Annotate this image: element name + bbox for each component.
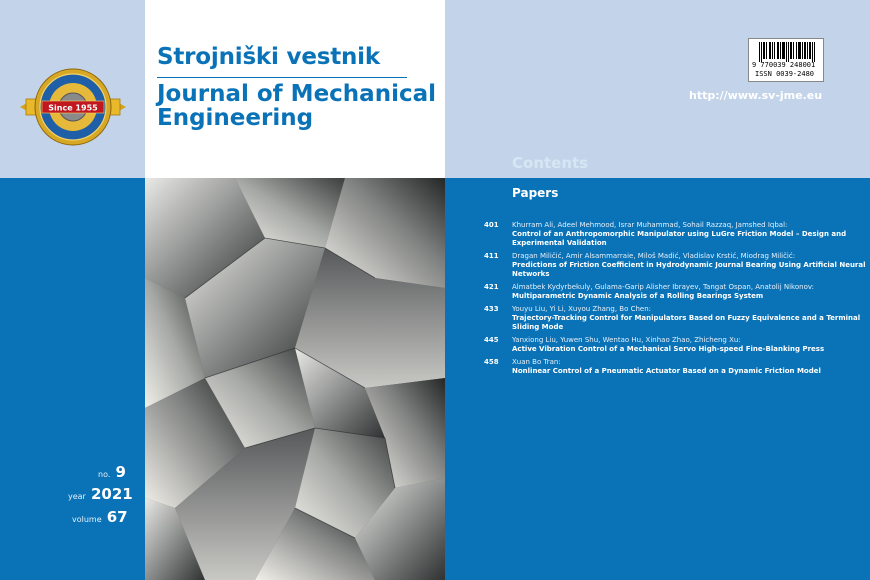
issue-year-label: year xyxy=(68,492,86,501)
toc-entry[interactable] xyxy=(478,221,868,248)
toc-title: Predictions of Friction Coefficient in Hydrodynamic Journal Bearing Using Artificial Neural Networks xyxy=(512,261,866,278)
toc-authors: Xuan Bo Tran: xyxy=(512,358,561,366)
title-divider xyxy=(157,77,407,78)
toc-authors: Almatbek Kydyrbekuly, Gulama-Garip Alisher Ibrayev, Tangat Ospan, Anatolij Nikonov: xyxy=(512,283,814,291)
issue-volume xyxy=(72,507,128,526)
issue-volume-label: volume xyxy=(72,515,102,524)
toc-entry[interactable] xyxy=(478,358,868,376)
toc-title: Control of an Anthropomorphic Manipulator using LuGre Friction Model – Design and Experimental Validation xyxy=(512,230,847,247)
table-of-contents xyxy=(478,221,868,380)
toc-title: Nonlinear Control of a Pneumatic Actuator Based on a Dynamic Friction Model xyxy=(512,367,821,375)
journal-title-slovene: Strojniški vestnik xyxy=(157,44,380,70)
toc-page: 401 xyxy=(484,221,499,229)
issn-number: ISSN 0039-2480 xyxy=(755,70,815,78)
toc-page: 433 xyxy=(484,305,499,313)
barcode-bars xyxy=(759,42,817,62)
toc-authors: Yanxiong Liu, Yuwen Shu, Wentao Hu, Xinhao Zhao, Zhicheng Xu: xyxy=(512,336,741,344)
barcode-number: 9 770039 248001 xyxy=(752,61,816,69)
toc-page: 445 xyxy=(484,336,499,344)
toc-entry[interactable] xyxy=(478,283,868,301)
issue-volume-value: 67 xyxy=(106,508,128,526)
toc-authors: Youyu Liu, Yi Li, Xuyou Zhang, Bo Chen: xyxy=(512,305,651,313)
cover-micrograph-image xyxy=(145,178,445,580)
toc-entry[interactable] xyxy=(478,252,868,279)
journal-url[interactable]: http://www.sv-jme.eu xyxy=(689,89,823,102)
issue-number-value: 9 xyxy=(115,463,126,481)
toc-title: Active Vibration Control of a Mechanical Servo High-speed Fine-Blanking Press xyxy=(512,345,825,353)
toc-authors: Khurram Ali, Adeel Mehmood, Israr Muhammad, Sohail Razzaq, Jamshed Iqbal: xyxy=(512,221,788,229)
journal-title-english: Journal of Mechanical Engineering xyxy=(157,81,436,131)
papers-subheading: Papers xyxy=(512,186,559,200)
seal-text: Since 1955 xyxy=(48,103,98,113)
issue-year xyxy=(68,484,133,503)
toc-title: Trajectory-Tracking Control for Manipulators Based on Fuzzy Equivalence and a Terminal Sliding Mode xyxy=(512,314,861,331)
issue-year-value: 2021 xyxy=(90,485,133,503)
issue-number-label: no. xyxy=(98,470,111,479)
toc-authors: Dragan Miličić, Amir Alsammarraie, Miloš Madić, Vladislav Krstić, Miodrag Miličić: xyxy=(512,252,796,260)
toc-page: 411 xyxy=(484,252,499,260)
toc-title: Multiparametric Dynamic Analysis of a Rolling Bearings System xyxy=(512,292,764,300)
contents-heading: Contents xyxy=(512,154,589,172)
issue-number xyxy=(98,462,126,481)
toc-page: 458 xyxy=(484,358,499,366)
toc-entry[interactable] xyxy=(478,336,868,354)
issn-barcode xyxy=(748,38,824,82)
since-1955-seal-logo xyxy=(20,66,126,148)
toc-entry[interactable] xyxy=(478,305,868,332)
toc-page: 421 xyxy=(484,283,499,291)
